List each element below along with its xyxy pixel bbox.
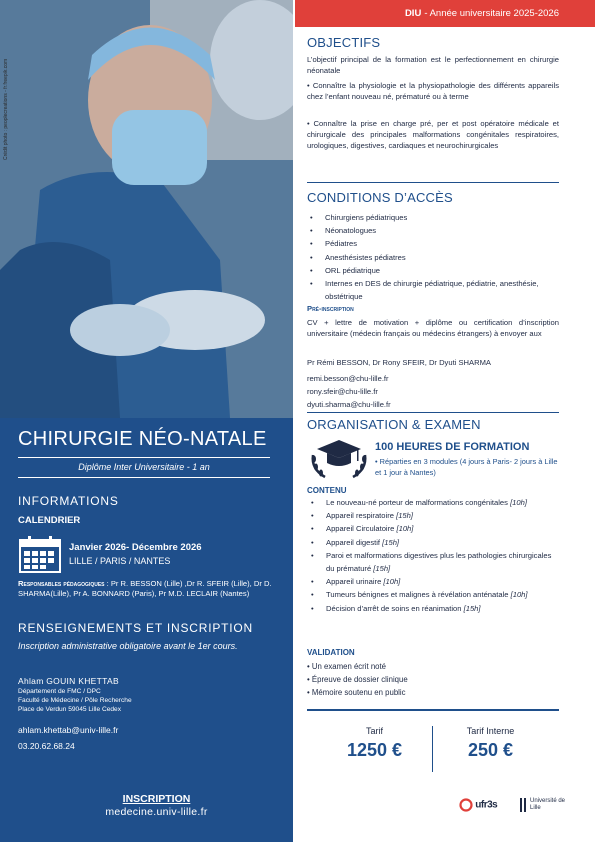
page-subtitle: Diplôme Inter Universitaire - 1 an bbox=[78, 462, 210, 472]
contenu-hours: [10h] bbox=[383, 577, 401, 587]
validation-list bbox=[307, 660, 559, 700]
ufr3s-logo bbox=[459, 798, 497, 812]
surgeon-photo bbox=[0, 0, 293, 418]
year-banner bbox=[295, 0, 595, 27]
list-item bbox=[307, 602, 559, 615]
calendar-icon bbox=[19, 535, 61, 573]
objectifs-divider bbox=[307, 182, 559, 183]
contenu-text: Le nouveau-né porteur de malformations congénitales bbox=[326, 498, 511, 507]
contenu-hours: [10h] bbox=[510, 590, 528, 600]
preinscription-heading: Pré-inscription bbox=[307, 304, 354, 313]
objectifs-bullet-1: • Connaître la physiologie et la physiopathologie des différents appareils chez l’enfant nouveau né, prématuré ou à terme bbox=[307, 81, 559, 101]
contact-email[interactable]: ahlam.khettab@univ-lille.fr bbox=[18, 725, 119, 735]
page-title: CHIRURGIE NÉO-NATALE bbox=[18, 428, 267, 450]
preinscription-names: Pr Rémi BESSON, Dr Rony SFEIR, Dr Dyuti SHARMA bbox=[307, 358, 491, 367]
list-item: • Internes en DES de chirurgie pédiatrique, pédiatrie, anesthésie, obstétrique bbox=[307, 277, 559, 303]
tarif-value: 1250 € bbox=[346, 740, 403, 760]
lille-logo-icon bbox=[520, 798, 528, 812]
hours-heading: 100 HEURES DE FORMATION bbox=[375, 441, 530, 453]
contact-name: Ahlam GOUIN KHETTAB bbox=[18, 676, 119, 686]
responsables-label: Responsables pédagogiques bbox=[18, 579, 105, 588]
contenu-hours: [10h] bbox=[396, 524, 414, 534]
contenu-text: Tumeurs bénignes et malignes à révélation anténatale bbox=[326, 590, 511, 600]
list-item: • Néonatologues bbox=[307, 224, 559, 237]
list-item bbox=[307, 509, 559, 522]
list-item bbox=[307, 522, 559, 535]
contenu-hours: [15h] bbox=[396, 511, 413, 521]
email-sharma[interactable]: dyuti.sharma@chu-lille.fr bbox=[307, 400, 391, 409]
list-item: • Un examen écrit noté bbox=[307, 660, 559, 673]
conditions-divider bbox=[307, 412, 559, 413]
list-item: • Anesthésistes pédiatres bbox=[307, 251, 559, 264]
lille-logo-text: Université de Lille bbox=[530, 798, 566, 811]
email-sfeir[interactable]: rony.sfeir@chu-lille.fr bbox=[307, 387, 378, 396]
contenu-text: Paroi et malformations digestives plus les pathologies chirurgicales du prématuré bbox=[326, 550, 552, 574]
price-divider bbox=[307, 709, 559, 711]
ufr3s-logo-icon bbox=[459, 798, 473, 812]
calendar-cities: LILLE / PARIS / NANTES bbox=[69, 556, 171, 566]
list-item: • Mémoire soutenu en public bbox=[307, 686, 559, 699]
graduation-cap-icon bbox=[307, 437, 371, 481]
contenu-heading: CONTENU bbox=[307, 486, 347, 495]
conditions-heading: CONDITIONS D’ACCÈS bbox=[307, 190, 453, 205]
tarif-label: Tarif bbox=[365, 726, 383, 736]
contenu-text: Appareil digestif bbox=[326, 537, 383, 547]
informations-heading: INFORMATIONS bbox=[18, 494, 119, 508]
list-item: • Épreuve de dossier clinique bbox=[307, 673, 559, 686]
contenu-text: Appareil Circulatoire bbox=[326, 524, 397, 534]
list-item bbox=[307, 588, 559, 601]
email-besson[interactable]: remi.besson@chu-lille.fr bbox=[307, 374, 389, 383]
contact-department: Département de FMC / DPC bbox=[18, 688, 101, 695]
photo-credit: Crédit photo : peoplecreations - fr.freepik.com bbox=[3, 58, 9, 160]
tarif-interne-value: 250 € bbox=[467, 740, 514, 760]
inscription-url[interactable]: medecine.univ-lille.fr bbox=[105, 806, 208, 818]
conditions-list bbox=[307, 211, 559, 303]
list-item: • Pédiatres bbox=[307, 237, 559, 250]
objectifs-heading: OBJECTIFS bbox=[307, 35, 381, 50]
objectifs-intro: L’objectif principal de la formation est le perfectionnement en chirurgie néonatale bbox=[307, 55, 559, 75]
contenu-hours: [15h] bbox=[382, 537, 400, 547]
list-item bbox=[307, 536, 559, 549]
contenu-list bbox=[307, 496, 559, 615]
inscription-note: Inscription administrative obligatoire avant le 1er cours. bbox=[18, 641, 238, 651]
contenu-text: Appareil respiratoire bbox=[326, 511, 397, 521]
preinscription-text: CV + lettre de motivation + diplôme ou certification d’inscription universitaire (médecin français ou médecins étrangers) à envoyer aux bbox=[307, 318, 559, 338]
hours-detail: • Réparties en 3 modules (4 jours à Paris- 2 jours à Lille et 1 jour à Nantes) bbox=[375, 457, 558, 477]
calendar-heading: CALENDRIER bbox=[18, 515, 81, 526]
contenu-text: Décision d’arrêt de soins en réanimation bbox=[326, 603, 464, 613]
contenu-text: Appareil urinaire bbox=[326, 577, 384, 587]
year-banner-text: - Année universitaire 2025-2026 bbox=[424, 8, 559, 19]
list-item bbox=[307, 549, 559, 575]
contact-address: Place de Verdun 59045 Lille Cedex bbox=[18, 706, 122, 713]
contenu-hours: [15h] bbox=[373, 564, 391, 574]
year-banner-label: DIU bbox=[404, 8, 422, 19]
contenu-hours: [10h] bbox=[510, 498, 527, 507]
contact-faculty: Faculté de Médecine / Pôle Recherche bbox=[18, 697, 132, 704]
universite-lille-logo bbox=[520, 798, 565, 812]
ufr3s-logo-text: ufr3s bbox=[475, 799, 498, 811]
responsables-text: : Pr R. BESSON (Lille) ,Dr R. SFEIR (Lille), Dr D. SHARMA(Lille), Pr A. BONNARD (Paris), Pr M.D. LECLAIR (Nantes) bbox=[18, 579, 272, 598]
list-item bbox=[307, 575, 559, 588]
list-item: • Chirurgiens pédiatriques bbox=[307, 211, 559, 224]
subtitle-divider bbox=[18, 477, 270, 478]
objectifs-bullet-2: • Connaître la prise en charge pré, per et post opératoire médicale et chirurgicale des principales malformations congénitales respiratoires, urologiques, digestives, cardiaques et neurochirurgicales bbox=[307, 119, 559, 150]
validation-heading: VALIDATION bbox=[307, 648, 355, 657]
contact-phone[interactable]: 03.20.62.68.24 bbox=[18, 741, 75, 751]
list-item bbox=[307, 496, 559, 509]
inscription-link-label[interactable]: INSCRIPTION bbox=[122, 793, 191, 805]
organisation-heading: ORGANISATION & EXAMEN bbox=[307, 417, 481, 432]
calendar-dates: Janvier 2026- Décembre 2026 bbox=[69, 542, 202, 553]
list-item: • ORL pédiatrique bbox=[307, 264, 559, 277]
renseignements-heading: RENSEIGNEMENTS ET INSCRIPTION bbox=[18, 621, 254, 635]
title-divider bbox=[18, 457, 270, 458]
responsables bbox=[18, 579, 274, 599]
contenu-hours: [15h] bbox=[463, 603, 481, 613]
tarif-interne-label: Tarif Interne bbox=[466, 726, 515, 736]
